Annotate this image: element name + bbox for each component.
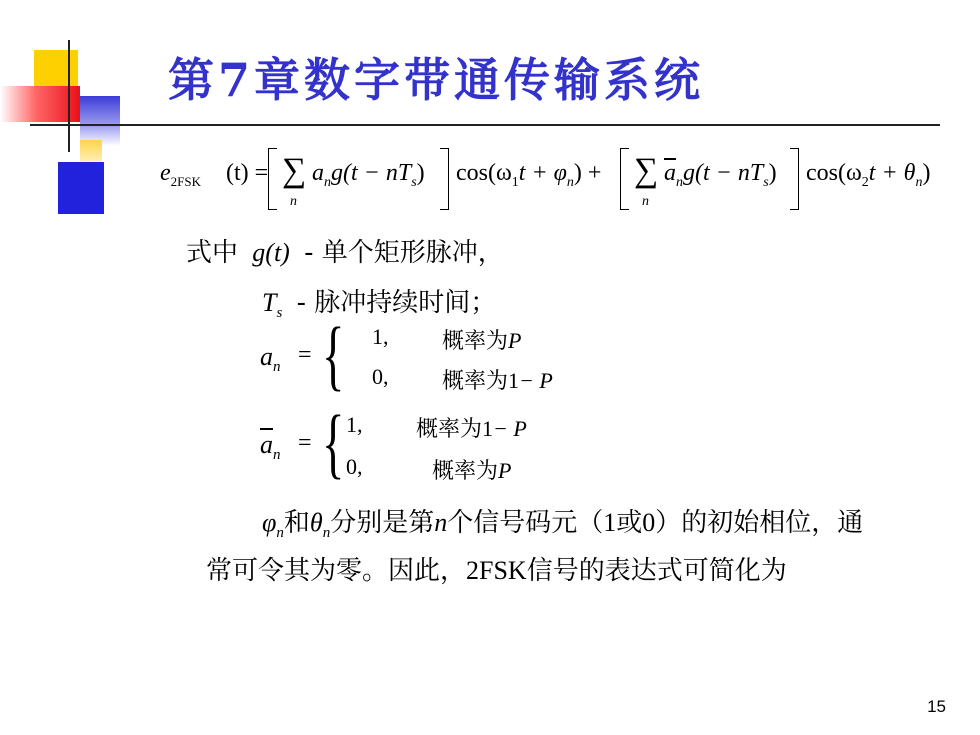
sum-index-2: n bbox=[642, 194, 649, 209]
bracket-left-2 bbox=[620, 148, 629, 210]
page-number: 15 bbox=[927, 697, 946, 716]
term1 bbox=[312, 160, 425, 191]
bracket-right-2 bbox=[790, 148, 799, 210]
slide-title: 第7章数字带通传输系统 bbox=[168, 53, 705, 107]
line-ts bbox=[262, 282, 496, 322]
term2-a-sub: n bbox=[676, 174, 683, 190]
para-n: n bbox=[434, 508, 448, 537]
cos1-sub1: 1 bbox=[511, 174, 519, 190]
bracket-left-1 bbox=[268, 148, 277, 210]
cos1 bbox=[456, 160, 601, 191]
an-case1-var: P bbox=[508, 328, 522, 353]
anbar-brace: { bbox=[322, 399, 345, 486]
para-line2a: 常可令其为零。因此， bbox=[206, 556, 467, 586]
an-case2-cond-text: 概率为1 bbox=[442, 368, 520, 393]
anbar-case2-var: P bbox=[498, 458, 512, 483]
line-gt-symbol: g(t) bbox=[252, 238, 290, 267]
cos1-mid: t + φ bbox=[518, 160, 567, 186]
cos1-end: ) + bbox=[573, 160, 602, 186]
term2-g: g(t − nT bbox=[683, 160, 764, 186]
para-fsk: 2FSK bbox=[466, 556, 527, 585]
anbar-case2-cond-text: 概率为 bbox=[432, 458, 499, 483]
term2 bbox=[664, 160, 777, 191]
an-lhs-sub: n bbox=[273, 359, 281, 376]
para-or: 或 bbox=[616, 508, 643, 538]
an-case2-cond bbox=[442, 364, 553, 395]
anbar-lhs-sub: n bbox=[273, 447, 281, 464]
phi-symbol: φ bbox=[262, 508, 277, 537]
anbar-lhs bbox=[260, 430, 281, 464]
theta-symbol: θ bbox=[309, 508, 323, 537]
paragraph-line-1 bbox=[262, 502, 863, 542]
an-case1-cond-text: 概率为 bbox=[442, 328, 509, 353]
line-gt bbox=[186, 232, 504, 269]
formula-lhs-arg: (t) = bbox=[226, 160, 269, 186]
cos2-mid: t + θ bbox=[868, 160, 916, 186]
an-case1-cond bbox=[442, 324, 521, 355]
term2-a: $\overline{a}$ bbox=[664, 160, 676, 186]
para-and: 和 bbox=[283, 508, 310, 538]
cos2-end: ) bbox=[922, 160, 931, 186]
deco-blue-square bbox=[58, 162, 104, 214]
para-one: 1 bbox=[603, 508, 617, 537]
term1-g-sub: s bbox=[411, 174, 417, 190]
an-case2-var: − P bbox=[519, 368, 553, 393]
theta-sub: n bbox=[322, 525, 331, 542]
cos2 bbox=[806, 160, 930, 191]
anbar-lhs-symbol: $\overline{a}$ bbox=[260, 430, 273, 459]
an-case2-val: 0, bbox=[372, 364, 389, 389]
line-gt-prefix: 式中 bbox=[186, 238, 239, 268]
cos1-start: cos(ω bbox=[456, 160, 512, 186]
anbar-eq: = bbox=[298, 430, 312, 456]
term1-g: g(t − nT bbox=[331, 160, 412, 186]
cos2-sub2: n bbox=[915, 174, 923, 190]
an-lhs bbox=[260, 342, 281, 376]
line-ts-symbol: T bbox=[262, 288, 277, 317]
an-definition bbox=[260, 311, 640, 400]
para-text2: 个信号码元（ bbox=[447, 508, 604, 538]
sum-symbol-1: ∑ bbox=[282, 152, 307, 189]
sum-index-1: n bbox=[290, 194, 297, 209]
deco-vertical-line bbox=[68, 40, 70, 152]
an-eq: = bbox=[298, 342, 312, 368]
deco-horizontal-line bbox=[30, 124, 940, 126]
anbar-case1-val: 1, bbox=[346, 412, 363, 437]
para-text1: 分别是第 bbox=[330, 508, 435, 538]
formula-lhs-symbol: e bbox=[160, 160, 171, 186]
term1-a: a bbox=[312, 160, 324, 186]
sum-symbol-2: ∑ bbox=[634, 152, 659, 189]
term2-g-end: ) bbox=[768, 160, 777, 186]
formula-2fsk bbox=[160, 146, 950, 226]
an-lhs-symbol: a bbox=[260, 342, 273, 371]
term1-a-sub: n bbox=[324, 174, 331, 190]
para-zero: 0 bbox=[642, 508, 656, 537]
line-gt-desc: - 单个矩形脉冲， bbox=[304, 238, 504, 268]
bracket-right-1 bbox=[440, 148, 449, 210]
deco-blue-gradient-bar bbox=[80, 96, 120, 146]
anbar-definition bbox=[260, 399, 640, 488]
cos1-sub2: n bbox=[566, 174, 574, 190]
formula-lhs bbox=[160, 160, 201, 190]
formula-lhs-sub: 2FSK bbox=[170, 173, 202, 189]
cos2-sub1: 2 bbox=[861, 174, 869, 190]
term2-g-sub: s bbox=[763, 174, 769, 190]
anbar-case1-var: − P bbox=[493, 416, 527, 441]
para-line2b: 信号的表达式可简化为 bbox=[526, 556, 787, 586]
anbar-case2-cond bbox=[432, 454, 511, 485]
cos2-start: cos(ω bbox=[806, 160, 862, 186]
line-ts-sub: s bbox=[276, 305, 283, 322]
an-case1-val: 1, bbox=[372, 324, 389, 349]
anbar-case2-val: 0, bbox=[346, 454, 363, 479]
phi-sub: n bbox=[276, 525, 284, 542]
para-text3: ）的初始相位，通 bbox=[655, 508, 864, 538]
anbar-case1-cond bbox=[416, 412, 527, 443]
an-brace: { bbox=[322, 311, 345, 398]
anbar-case1-cond-text: 概率为1 bbox=[416, 416, 494, 441]
term1-g-end: ) bbox=[416, 160, 425, 186]
paragraph-line-2 bbox=[206, 550, 787, 587]
line-ts-desc: - 脉冲持续时间； bbox=[296, 288, 497, 318]
